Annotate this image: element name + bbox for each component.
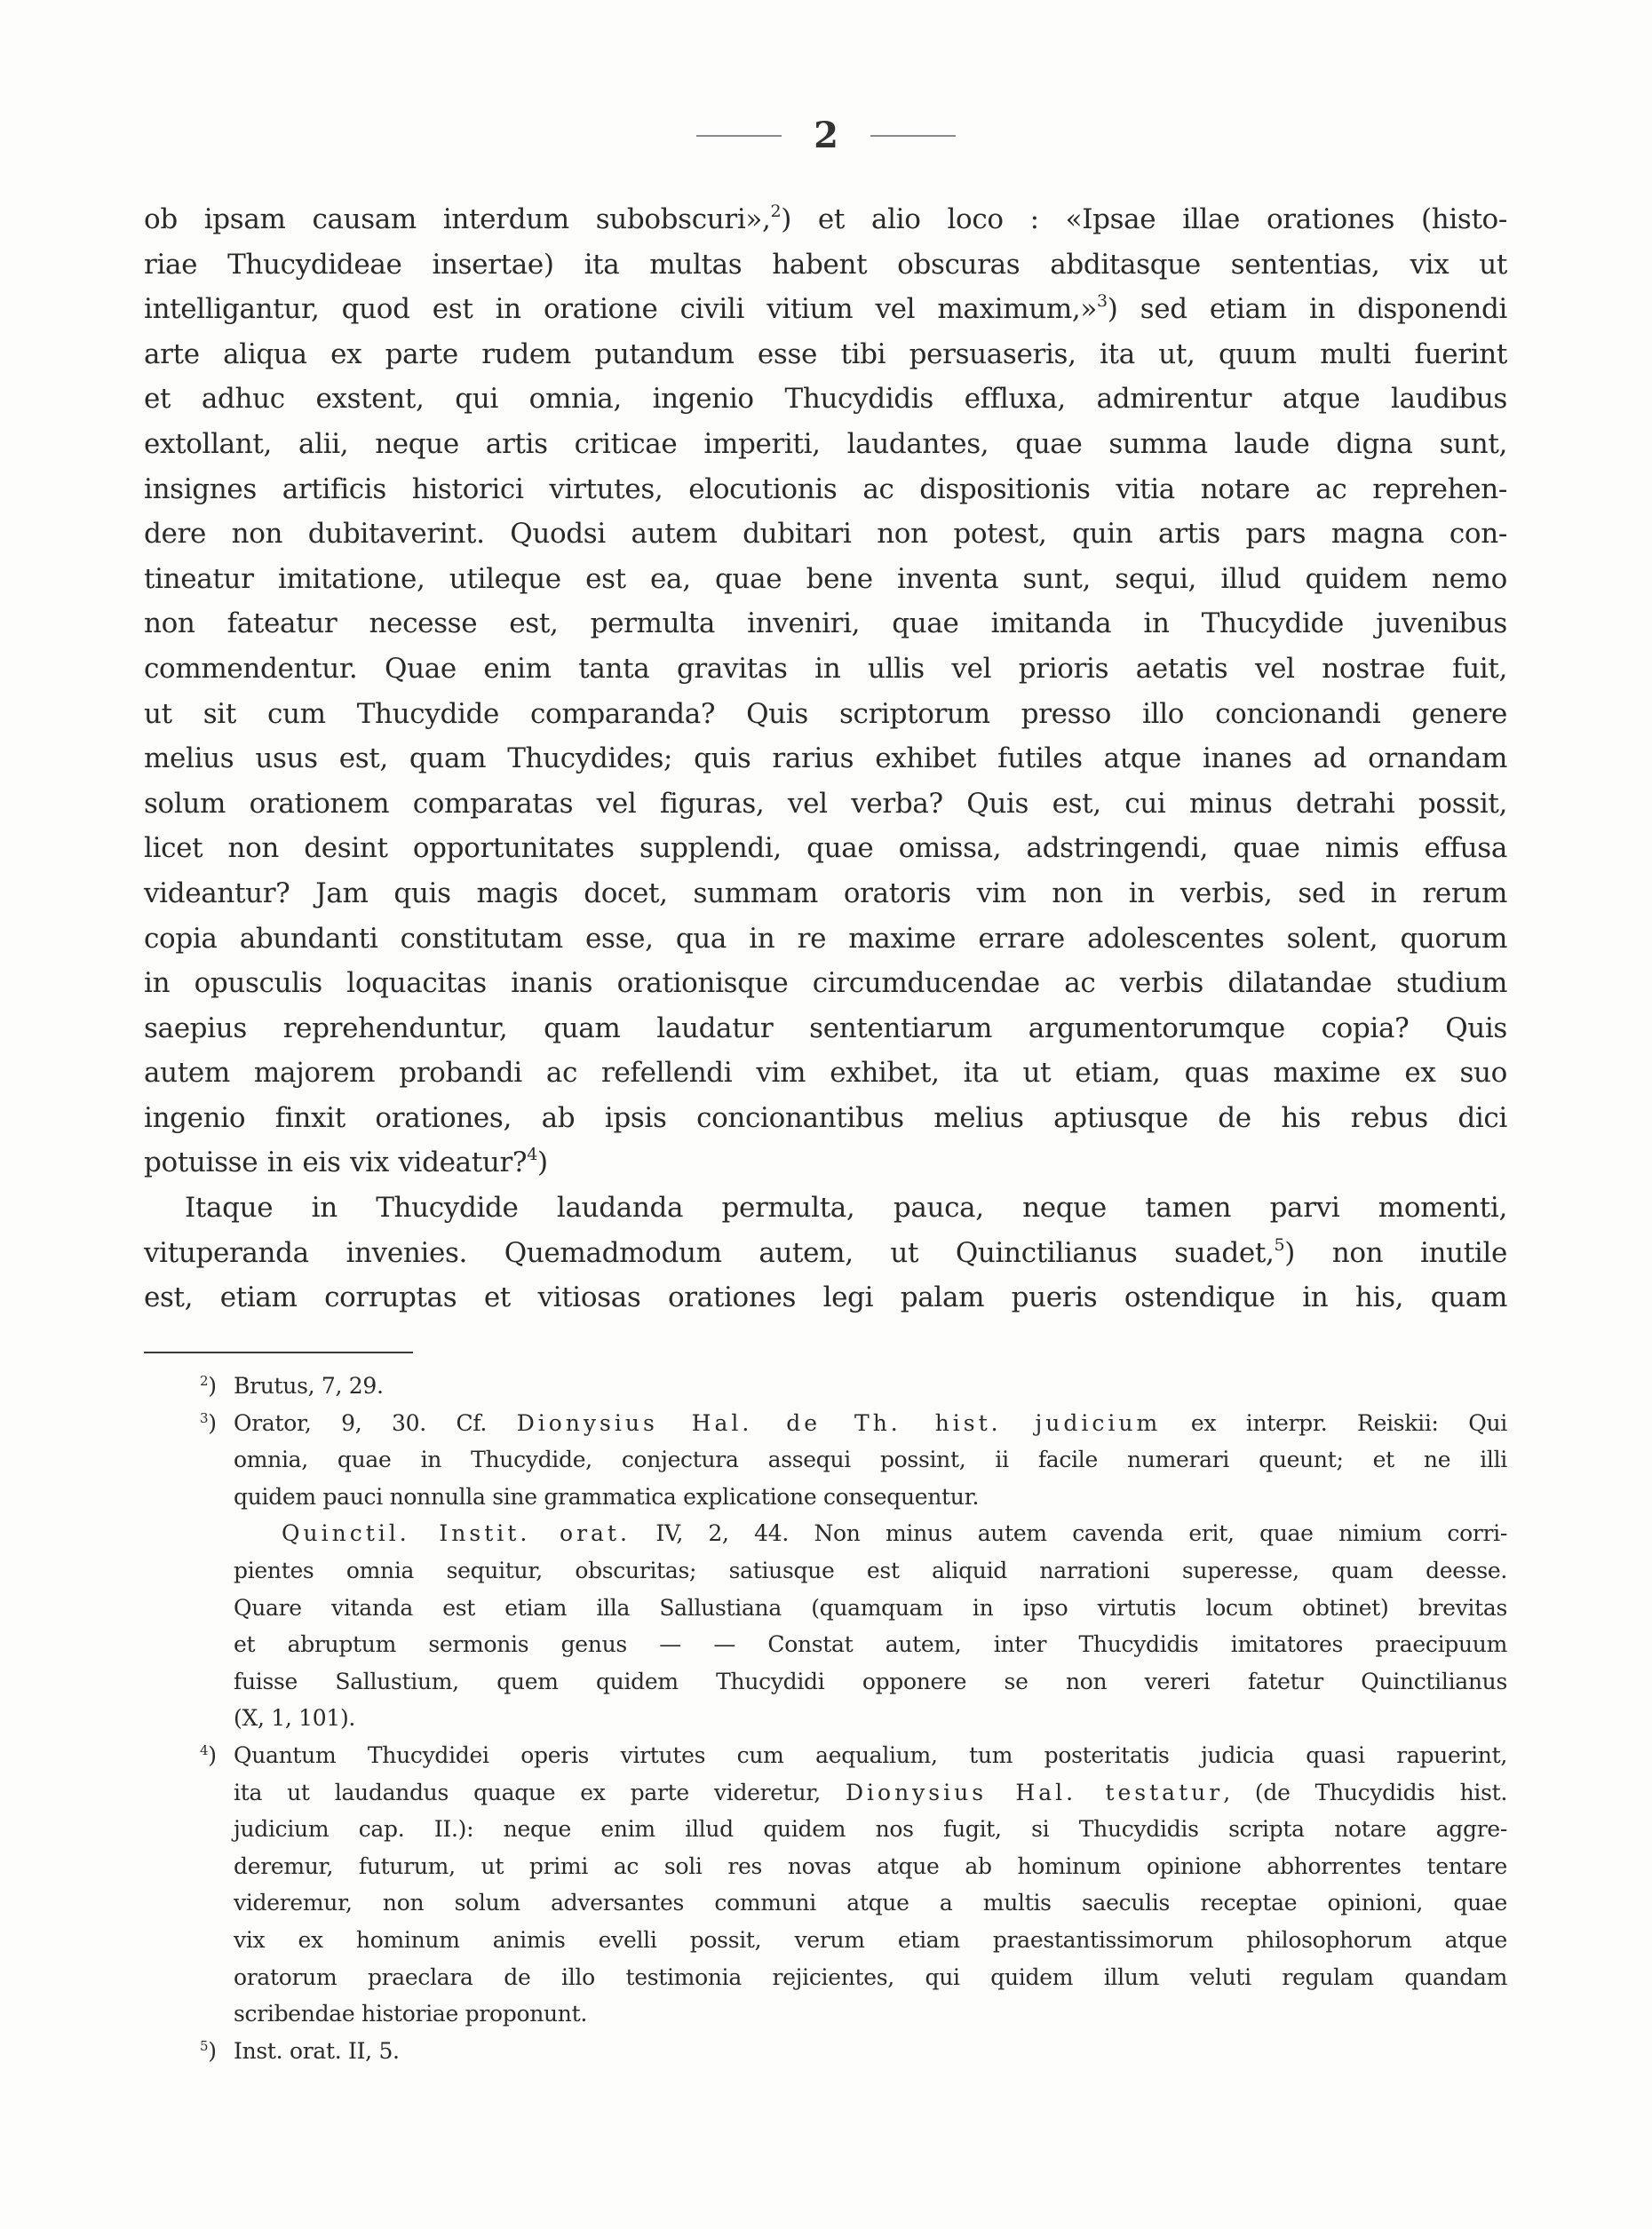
footnote-line: fuisse Sallustium, quem quidem Thucydidi opponere se non vereri fatetur Quinctilianus xyxy=(234,1668,1507,1694)
text-line: potuisse in eis vix videatur?$^4$) xyxy=(144,1145,548,1179)
footnote-ref[interactable]: 4 xyxy=(527,1145,537,1165)
text-line: ut sit cum Thucydide comparanda? Quis scriptorum presso illo concionandi genere xyxy=(144,697,1507,730)
main-text xyxy=(144,197,1507,1321)
page-number: 2 xyxy=(814,115,838,156)
footnote-marker: $^3$) xyxy=(200,1409,217,1436)
text-line: solum orationem comparatas vel figuras, vel verba? Quis est, cui minus detrahi possit, xyxy=(144,787,1507,820)
footnote-4: $^4$) Quantum Thucydidei operis virtutes cum aequalium, tum posteritatis judicia quasi rapuerint, xyxy=(144,1737,1507,1774)
footnote-ref[interactable]: 2 xyxy=(770,202,782,221)
text-line: et adhuc exstent, qui omnia, ingenio Thucydidis effluxa, admirentur atque laudibus xyxy=(144,383,1507,416)
footnote-line: ita ut laudandus quaque ex parte videretur, Dionysius Hal. testatur, (de Thucydidis hist. xyxy=(234,1779,1507,1805)
text-line: videantur? Jam quis magis docet, summam oratoris vim non in verbis, sed in rerum xyxy=(144,877,1507,909)
text-line: autem majorem probandi ac refellendi vim exhibet, ita ut etiam, quas maxime ex suo xyxy=(144,1057,1507,1090)
text-line: tineatur imitatione, utileque est ea, quae bene inventa sunt, sequi, illud quidem nemo xyxy=(144,562,1507,595)
header-rule-left xyxy=(696,135,782,137)
page-header xyxy=(675,105,977,167)
footnote-line: (X, 1, 101). xyxy=(234,1705,356,1732)
text-line: commendentur. Quae enim tanta gravitas in ullis vel prioris aetatis vel nostrae fuit, xyxy=(144,652,1507,685)
footnote-line: scribendae historiae proponunt. xyxy=(234,2001,588,2027)
footnote-ref[interactable]: 5 xyxy=(1274,1234,1285,1255)
text-line: ingenio finxit orationes, ab ipsis concionantibus melius aptiusque de his rebus dici xyxy=(144,1101,1507,1134)
text-line: licet non desint opportunitates supplendi, quae omissa, adstringendi, quae nimis effusa xyxy=(144,832,1507,865)
footnote-ref[interactable]: 3 xyxy=(1097,291,1108,312)
footnote-5: $^5$) Inst. orat. II, 5. xyxy=(144,2033,1507,2070)
footnote-separator xyxy=(144,1352,413,1353)
text-line: est, etiam corruptas et vitiosas orationes legi palam pueris ostendique in his, quam xyxy=(144,1281,1507,1314)
footnote-3: $^3$) Orator, 9, 30. Cf. Dionysius Hal. de Th. hist. judicium ex interpr. Reiskii: Qui xyxy=(144,1405,1507,1442)
footnote-line: et abruptum sermonis genus — — Constat autem, inter Thucydidis imitatores praecipuum xyxy=(234,1631,1507,1658)
text-line: riae Thucydideae insertae) ita multas habent obscuras abditasque sententias, vix ut xyxy=(144,248,1507,281)
footnote-line: quidem pauci nonnulla sine grammatica explicatione consequentur. xyxy=(234,1483,980,1510)
footnote-line: vix ex hominum animis evelli possit, verum etiam praestantissimorum philosophorum atque xyxy=(234,1926,1507,1953)
text-line: insignes artificis historici virtutes, elocutionis ac dispositionis vitia notare ac reprehen- xyxy=(144,472,1507,505)
text-line: intelligantur, quod est in oratione civili vitium vel maximum,»$^3$) sed etiam in disponendi xyxy=(144,291,1507,326)
text-line: in opusculis loquacitas inanis orationisque circumducendae ac verbis dilatandae studium xyxy=(144,967,1507,1000)
footnote-line: oratorum praeclara de illo testimonia rejicientes, qui quidem illum veluti regulam quandam xyxy=(234,1963,1507,1990)
footnote-line: Quare vitanda est etiam illa Sallustiana (quamquam in ipso virtutis locum obtinet) brevitas xyxy=(234,1594,1507,1621)
footnote-line: deremur, futurum, ut primi ac soli res novas atque ab hominum opinione abhorrentes tentare xyxy=(234,1852,1507,1879)
text-line: saepius reprehenduntur, quam laudatur sententiarum argumentorumque copia? Quis xyxy=(144,1011,1507,1044)
header-rule-right xyxy=(870,135,956,137)
footnote-line: omnia, quae in Thucydide, conjectura assequi possint, ii facile numerari queunt; et ne illi xyxy=(234,1447,1507,1473)
footnote-2: $^2$) Brutus, 7, 29. xyxy=(144,1368,1507,1405)
text-line: extollant, alii, neque artis criticae imperiti, laudantes, quae summa laude digna sunt, xyxy=(144,427,1507,460)
text-line: vituperanda invenies. Quemadmodum autem, ut Quinctilianus suadet,$^5$) non inutile xyxy=(144,1234,1507,1269)
text-line: non fateatur necesse est, permulta inveniri, quae imitanda in Thucydide juvenibus xyxy=(144,607,1507,640)
footnote-line: pientes omnia sequitur, obscuritas; satiusque est aliquid narrationi superesse, quam deesse. xyxy=(234,1557,1507,1583)
footnote-marker: $^4$) xyxy=(200,1741,217,1768)
footnote-line: judicium cap. II.): neque enim illud quidem nos fugit, si Thucydidis scripta notare aggre- xyxy=(234,1816,1507,1843)
paragraph-start-line: Itaque in Thucydide laudanda permulta, pauca, neque tamen parvi momenti, xyxy=(185,1192,1507,1225)
text-line: ob ipsam causam interdum subobscuri»,$^2$) et alio loco : «Ipsae illae orationes (histo- xyxy=(144,202,1507,235)
footnote-marker: $^2$) xyxy=(200,1373,217,1399)
footnotes xyxy=(144,1368,1507,2069)
text-line: arte aliqua ex parte rudem putandum esse tibi persuaseris, ita ut, quum multi fuerint xyxy=(144,337,1507,370)
footnote-line: Quinctil. Instit. orat. IV, 2, 44. Non minus autem cavenda erit, quae nimium corri- xyxy=(282,1520,1507,1547)
footnote-marker: $^5$) xyxy=(200,2037,217,2064)
footnote-line: videremur, non solum adversantes communi atque a multis saeculis receptae opinioni, quae xyxy=(234,1890,1507,1916)
text-line: copia abundanti constitutam esse, qua in re maxime errare adolescentes solent, quorum xyxy=(144,922,1507,955)
text-line: dere non dubitaverint. Quodsi autem dubitari non potest, quin artis pars magna con- xyxy=(144,518,1507,551)
text-line: melius usus est, quam Thucydides; quis rarius exhibet futiles atque inanes ad ornandam xyxy=(144,742,1507,775)
